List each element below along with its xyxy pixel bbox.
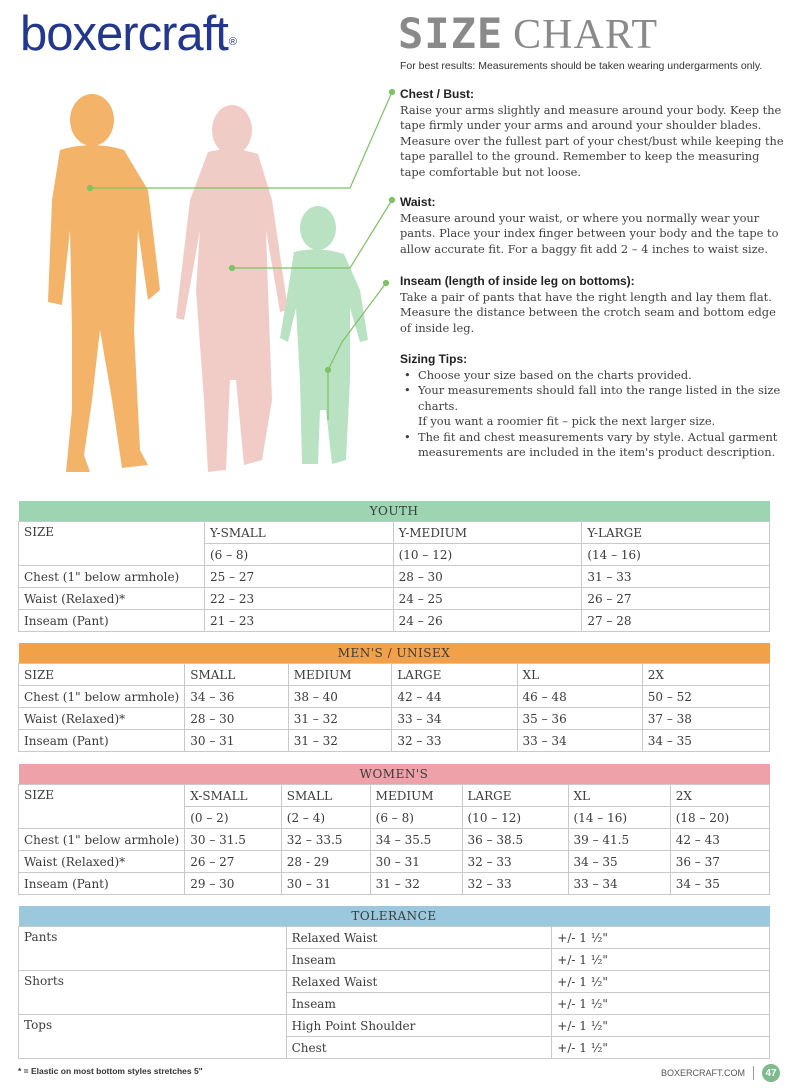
size-name: SMALL (281, 785, 370, 807)
chest-heading: Chest / Bust: (400, 87, 475, 101)
table-row (19, 971, 770, 993)
row-label: Waist (Relaxed)* (19, 588, 205, 610)
tolerance-table (18, 906, 770, 1059)
title-word-size: SIZE (398, 9, 504, 58)
inseam-guide (400, 274, 785, 336)
brand-logo (20, 4, 235, 64)
page-number-badge: 47 (762, 1064, 780, 1082)
cell: 34 – 35.5 (370, 829, 462, 851)
size-range: (6 – 8) (370, 807, 462, 829)
table-row (19, 566, 770, 588)
footer-website: BOXERCRAFT.COM (660, 1068, 745, 1078)
size-name: MEDIUM (370, 785, 462, 807)
cell: 37 – 38 (642, 708, 769, 730)
tolerance-value: +/- 1 ½" (552, 971, 770, 993)
size-name: XL (568, 785, 670, 807)
cell: 30 – 31.5 (185, 829, 282, 851)
size-name: Y-SMALL (204, 522, 393, 544)
size-range: (18 – 20) (670, 807, 769, 829)
tolerance-value: +/- 1 ½" (552, 1015, 770, 1037)
tolerance-value: +/- 1 ½" (552, 993, 770, 1015)
size-name: Y-MEDIUM (393, 522, 582, 544)
chest-guide (400, 87, 785, 180)
size-range: (14 – 16) (568, 807, 670, 829)
page-subtitle: For best results: Measurements should be taken wearing undergarments only. (400, 60, 763, 72)
cell: 36 – 38.5 (462, 829, 568, 851)
cell: 26 – 27 (185, 851, 282, 873)
row-label: Chest (1" below armhole) (19, 829, 185, 851)
cell: 39 – 41.5 (568, 829, 670, 851)
garment-group: Shorts (19, 971, 287, 1015)
womens-table-title: WOMEN'S (19, 764, 770, 785)
child-silhouette (280, 206, 368, 464)
cell: 28 – 30 (185, 708, 288, 730)
title-word-chart: CHART (513, 12, 658, 58)
cell: 32 – 33.5 (281, 829, 370, 851)
cell: 34 – 36 (185, 686, 288, 708)
cell: 28 - 29 (281, 851, 370, 873)
size-range: (0 – 2) (185, 807, 282, 829)
table-row (19, 927, 770, 949)
table-row (19, 1015, 770, 1037)
elastic-footnote: * = Elastic on most bottom styles stretches 5" (18, 1066, 203, 1076)
cell: 31 – 32 (288, 730, 392, 752)
cell: 33 – 34 (568, 873, 670, 895)
cell: 25 – 27 (204, 566, 393, 588)
cell: 36 – 37 (670, 851, 769, 873)
row-label: Chest (1" below armhole) (19, 686, 185, 708)
row-label: Inseam (Pant) (19, 610, 205, 632)
cell: 46 – 48 (517, 686, 642, 708)
page-title (398, 10, 658, 59)
cell: 26 – 27 (582, 588, 770, 610)
waist-guide (400, 195, 785, 257)
measure-name: Relaxed Waist (286, 971, 552, 993)
measure-name: Inseam (286, 949, 552, 971)
tolerance-value: +/- 1 ½" (552, 927, 770, 949)
cell: 33 – 34 (392, 708, 517, 730)
cell: 32 – 33 (392, 730, 517, 752)
cell: 31 – 32 (370, 873, 462, 895)
size-label: SIZE (19, 664, 185, 686)
youth-table-title: YOUTH (19, 501, 770, 522)
woman-silhouette (176, 105, 288, 472)
table-row (19, 829, 770, 851)
cell: 33 – 34 (517, 730, 642, 752)
size-name: Y-LARGE (582, 522, 770, 544)
mens-table-title: MEN'S / UNISEX (19, 643, 770, 664)
sizing-tips (400, 352, 785, 461)
tips-list (400, 368, 785, 461)
size-range: (10 – 12) (462, 807, 568, 829)
size-range: (2 – 4) (281, 807, 370, 829)
cell: 50 – 52 (642, 686, 769, 708)
cell: 31 – 33 (582, 566, 770, 588)
cell: 35 – 36 (517, 708, 642, 730)
garment-group: Pants (19, 927, 287, 971)
size-name: X-SMALL (185, 785, 282, 807)
page-footer (661, 1064, 780, 1082)
inseam-heading: Inseam (length of inside leg on bottoms): (400, 274, 635, 288)
size-range: (14 – 16) (582, 544, 770, 566)
cell: 30 – 31 (370, 851, 462, 873)
measure-name: Relaxed Waist (286, 927, 552, 949)
table-row (19, 730, 770, 752)
cell: 34 – 35 (642, 730, 769, 752)
tip-item: • Choose your size based on the charts provided. (412, 368, 785, 384)
garment-group: Tops (19, 1015, 287, 1059)
cell: 24 – 26 (393, 610, 582, 632)
row-label: Inseam (Pant) (19, 730, 185, 752)
cell: 32 – 33 (462, 851, 568, 873)
table-row (19, 873, 770, 895)
tolerance-table-title: TOLERANCE (19, 906, 770, 927)
size-range: (6 – 8) (204, 544, 393, 566)
cell: 42 – 43 (670, 829, 769, 851)
size-range: (10 – 12) (393, 544, 582, 566)
tolerance-value: +/- 1 ½" (552, 949, 770, 971)
womens-size-table (18, 764, 770, 895)
table-row (19, 588, 770, 610)
measure-name: Inseam (286, 993, 552, 1015)
youth-size-table (18, 501, 770, 632)
table-row (19, 708, 770, 730)
tip-item: • The fit and chest measurements vary by style. Actual garment measurements are included in the item's product description. (412, 430, 785, 461)
size-label: SIZE (19, 785, 185, 829)
measure-name: High Point Shoulder (286, 1015, 552, 1037)
cell: 21 – 23 (204, 610, 393, 632)
measure-name: Chest (286, 1037, 552, 1059)
registered-mark: ® (228, 36, 236, 48)
tip-item: • Your measurements should fall into the range listed in the size charts. (412, 383, 785, 414)
size-name: 2X (670, 785, 769, 807)
tolerance-value: +/- 1 ½" (552, 1037, 770, 1059)
man-silhouette (48, 94, 160, 472)
cell: 31 – 32 (288, 708, 392, 730)
cell: 22 – 23 (204, 588, 393, 610)
size-name: LARGE (462, 785, 568, 807)
mens-size-table (18, 643, 770, 752)
table-row (19, 686, 770, 708)
cell: 30 – 31 (185, 730, 288, 752)
inseam-text: Take a pair of pants that have the right length and lay them flat. Measure the distance between the crotch seam and bottom edge of inside leg. (400, 289, 776, 335)
waist-heading: Waist: (400, 195, 436, 209)
cell: 28 – 30 (393, 566, 582, 588)
cell: 38 – 40 (288, 686, 392, 708)
row-label: Inseam (Pant) (19, 873, 185, 895)
row-label: Waist (Relaxed)* (19, 708, 185, 730)
table-row (19, 851, 770, 873)
tip-item: If you want a roomier fit – pick the next larger size. (418, 414, 716, 428)
size-name: LARGE (392, 664, 517, 686)
size-name: XL (517, 664, 642, 686)
row-label: Chest (1" below armhole) (19, 566, 205, 588)
cell: 29 – 30 (185, 873, 282, 895)
size-name: SMALL (185, 664, 288, 686)
cell: 30 – 31 (281, 873, 370, 895)
footer-divider (753, 1066, 754, 1080)
waist-text: Measure around your waist, or where you normally wear your pants. Place your index finger between your body and the tape to allow accurate fit. For a baggy fit add 2 – 4 inches to waist size. (400, 210, 779, 256)
cell: 27 – 28 (582, 610, 770, 632)
tips-heading: Sizing Tips: (400, 352, 468, 366)
cell: 24 – 25 (393, 588, 582, 610)
brand-name: boxercraft (20, 7, 228, 61)
cell: 34 – 35 (670, 873, 769, 895)
table-row (19, 610, 770, 632)
cell: 34 – 35 (568, 851, 670, 873)
size-label: SIZE (19, 522, 205, 566)
chest-text: Raise your arms slightly and measure around your body. Keep the tape firmly under your arms and around your shoulder blades. Measure over the fullest part of your chest/bust while keeping the tape parallel to the ground. Remember to keep the measuring tape comfortable but not loose. (400, 102, 784, 179)
cell: 32 – 33 (462, 873, 568, 895)
cell: 42 – 44 (392, 686, 517, 708)
size-name: MEDIUM (288, 664, 392, 686)
size-name: 2X (642, 664, 769, 686)
row-label: Waist (Relaxed)* (19, 851, 185, 873)
